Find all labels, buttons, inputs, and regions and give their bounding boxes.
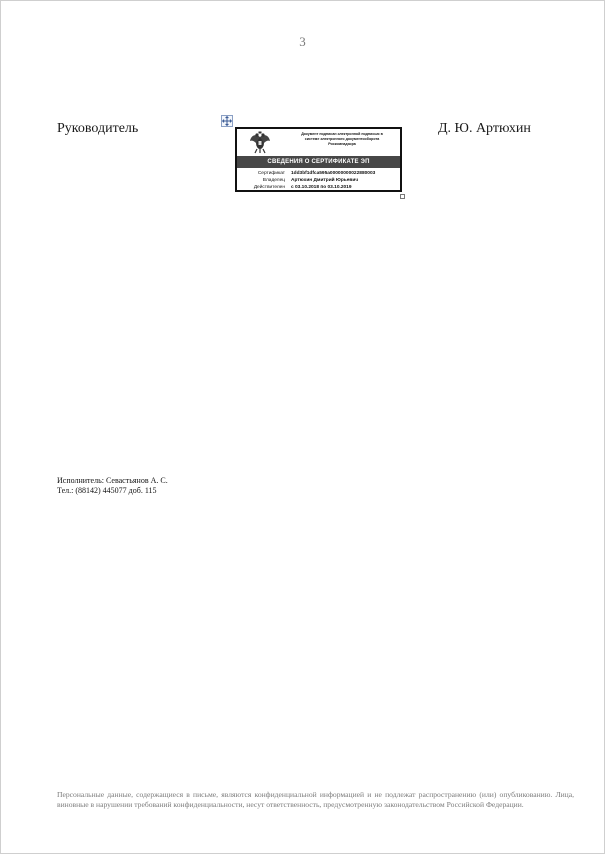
electronic-signature-stamp[interactable]: [235, 127, 402, 192]
stamp-org-line: Документ подписан электронной подписью в: [301, 132, 383, 136]
table-move-handle-icon[interactable]: [221, 115, 233, 127]
stamp-row-value: 1dd3bf1dfca595a00000000022880003: [291, 171, 376, 176]
double-headed-eagle-icon: [249, 131, 271, 154]
stamp-row-validity: [237, 184, 400, 191]
executor-info: [57, 476, 168, 495]
signatory-position: Руководитель: [57, 121, 139, 136]
stamp-row-owner: [237, 177, 400, 184]
stamp-organization: [287, 132, 397, 147]
page-number: 3: [299, 34, 306, 49]
executor-name: Исполнитель: Севастьянов А. С.: [57, 476, 168, 485]
stamp-org-line: системе электронного документооборота: [304, 137, 380, 141]
stamp-row-value: Артюхин Дмитрий Юрьевич: [291, 178, 359, 183]
stamp-row-label: Сертификат: [257, 171, 285, 176]
stamp-row-value: с 03.10.2018 по 03.10.2019: [291, 185, 352, 190]
stamp-row-label: Владелец: [262, 178, 285, 183]
signatory-name: Д. Ю. Артюхин: [438, 121, 531, 136]
stamp-header: [237, 129, 400, 156]
stamp-org-line: Роскомнадзора: [328, 142, 356, 146]
stamp-row-certificate: [237, 170, 400, 177]
executor-phone: Тел.: (88142) 445077 доб. 115: [57, 485, 157, 495]
table-resize-handle[interactable]: [400, 194, 405, 199]
stamp-heading: СВЕДЕНИЯ О СЕРТИФИКАТЕ ЭП: [237, 156, 400, 168]
confidentiality-note: Персональные данные, содержащиеся в письме, являются конфиденциальной информацией и не подлежат распространению (или) опубликованию. Лица, виновные в нарушении требований конфиденциальности, несут ответственность, предусмотренную законодательством Российской Федерации.: [57, 790, 574, 809]
stamp-row-label: Действителен: [253, 185, 285, 190]
